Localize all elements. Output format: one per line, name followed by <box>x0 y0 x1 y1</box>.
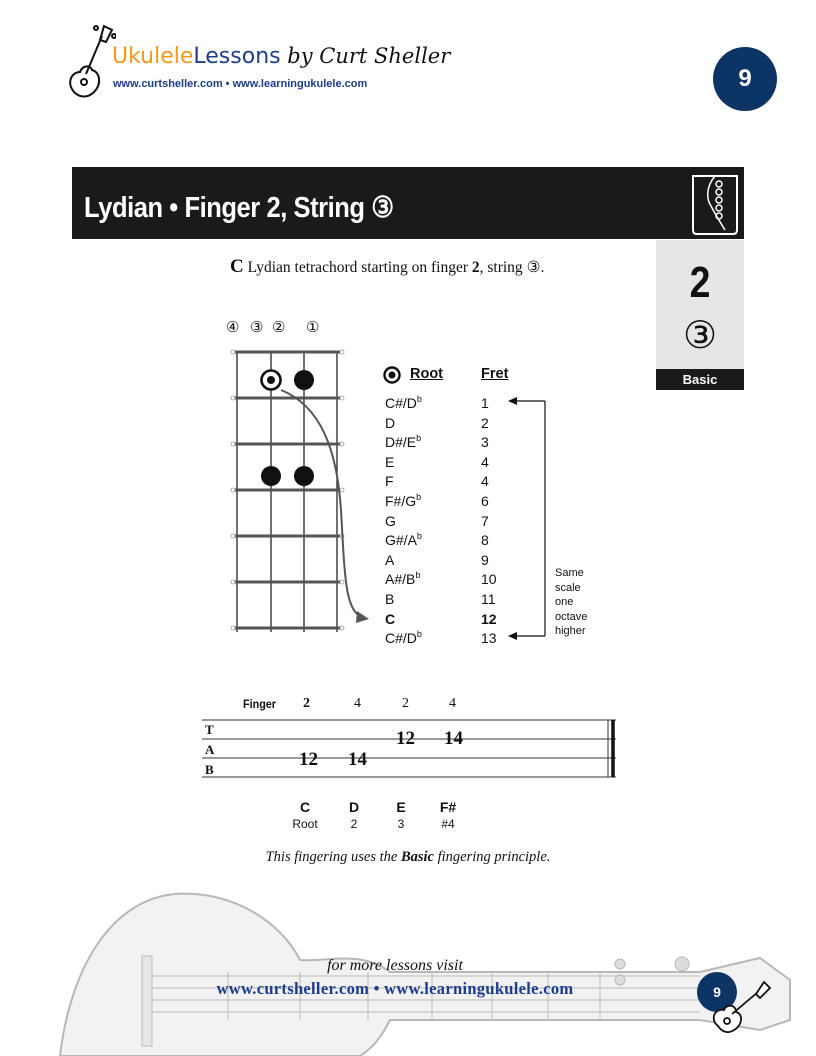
finger-number: 4 <box>354 696 361 711</box>
intro-string: ③ <box>526 259 541 276</box>
page-number-badge: 9 <box>713 47 777 111</box>
intro-finger: 2 <box>471 259 480 276</box>
note-dot <box>261 466 281 486</box>
tab-letter-b: B <box>205 762 214 777</box>
finger-number: 4 <box>449 696 456 711</box>
footer-websites[interactable]: www.curtsheller.com • www.learningukulele.com <box>216 979 574 998</box>
table-row: $F\#/G^b$ <box>385 491 422 509</box>
root-legend-icon <box>383 366 401 384</box>
fret-cell: 7 <box>481 512 489 529</box>
table-row: D <box>385 414 396 431</box>
footer-lead-text: for more lessons visit <box>327 957 463 974</box>
octave-arrow <box>281 390 363 618</box>
tab-fret-number: 14 <box>348 749 367 770</box>
table-row: $C\#/D^b$ <box>385 629 422 647</box>
string-number-2: ② <box>272 319 286 336</box>
tab-fret-number: 14 <box>444 728 463 749</box>
table-row: B <box>385 590 395 607</box>
fret-column <box>481 394 521 649</box>
logo-lessons: Lessons <box>193 44 281 69</box>
note-dot <box>294 466 314 486</box>
table-row: C <box>385 610 396 627</box>
table-row: F <box>385 473 394 490</box>
fret-cell: 12 <box>481 610 497 627</box>
fret-cell: 4 <box>481 453 489 470</box>
note-name: D <box>348 799 360 815</box>
tab-letter-t: T <box>205 722 214 737</box>
string-number-4: ④ <box>226 319 240 336</box>
root-column <box>385 394 465 649</box>
logo-author: by Curt Sheller <box>280 44 451 68</box>
side-finger-number: 2 <box>689 258 711 307</box>
table-row: A <box>385 551 395 568</box>
octave-note: Same scale one octave higher <box>555 567 588 638</box>
logo-wordmark[interactable] <box>112 44 450 69</box>
finger-label: Finger <box>243 697 277 711</box>
note-name: E <box>396 799 406 815</box>
string-number-1: ① <box>306 319 320 336</box>
scale-degree: 3 <box>397 817 405 831</box>
tab-fret-number: 12 <box>299 749 318 770</box>
intro-text-a: Lydian tetrachord starting on finger <box>243 259 472 276</box>
fret-cell: 3 <box>481 434 489 451</box>
tab-letter-a: A <box>205 742 215 757</box>
finger-number: 2 <box>402 696 409 711</box>
fret-cell: 13 <box>481 630 497 647</box>
table-row: E <box>385 453 395 470</box>
table-row: G <box>385 512 396 529</box>
ukulele-logo-icon <box>66 22 116 102</box>
finger-number: 2 <box>303 696 310 711</box>
fret-cell: 4 <box>481 473 489 490</box>
footer-ukulele-icon <box>706 976 774 1034</box>
scale-degree: #4 <box>441 817 455 831</box>
side-principle-label: Basic <box>656 369 744 390</box>
header-websites[interactable]: www.curtsheller.com • www.learningukulele.com <box>113 78 368 90</box>
fret-cell: 2 <box>481 414 489 431</box>
note-name: F# <box>439 799 457 815</box>
intro-text-b: , string <box>479 259 527 276</box>
scale-degree: 2 <box>350 817 358 831</box>
fret-cell: 11 <box>481 590 496 607</box>
root-column-header: Root <box>410 366 444 382</box>
intro-key: C <box>230 256 244 277</box>
logo-ukulele: Ukulele <box>112 44 194 69</box>
table-row: $A\#/B^b$ <box>385 570 421 588</box>
tab-fret-number: 12 <box>396 728 415 749</box>
string-numbers <box>226 318 319 336</box>
note-dot <box>294 370 314 390</box>
fingering-pattern-icon <box>689 170 741 236</box>
fret-cell: 10 <box>481 571 497 588</box>
footer-page-number: 9 <box>697 972 737 1012</box>
fret-cell: 8 <box>481 532 489 549</box>
table-row: $G\#/A^b$ <box>385 531 422 549</box>
fret-cell: 6 <box>481 492 489 509</box>
fret-cell: 1 <box>481 395 489 411</box>
intro-period: . <box>540 259 545 276</box>
fret-column-header: Fret <box>481 366 509 382</box>
note-name: C <box>299 799 311 815</box>
string-number-3: ③ <box>250 319 264 336</box>
principle-note: This fingering uses the Basic fingering principle. <box>265 849 551 865</box>
scale-degree: Root <box>292 817 318 831</box>
side-string-number: ③ <box>682 315 718 357</box>
fret-cell: 9 <box>481 551 489 568</box>
page-title: Lydian • Finger 2, String ③ <box>84 192 394 224</box>
intro-text <box>230 256 544 278</box>
table-row: $D\#/E^b$ <box>385 433 422 451</box>
table-row: $C\#/D^b$ <box>385 394 422 411</box>
